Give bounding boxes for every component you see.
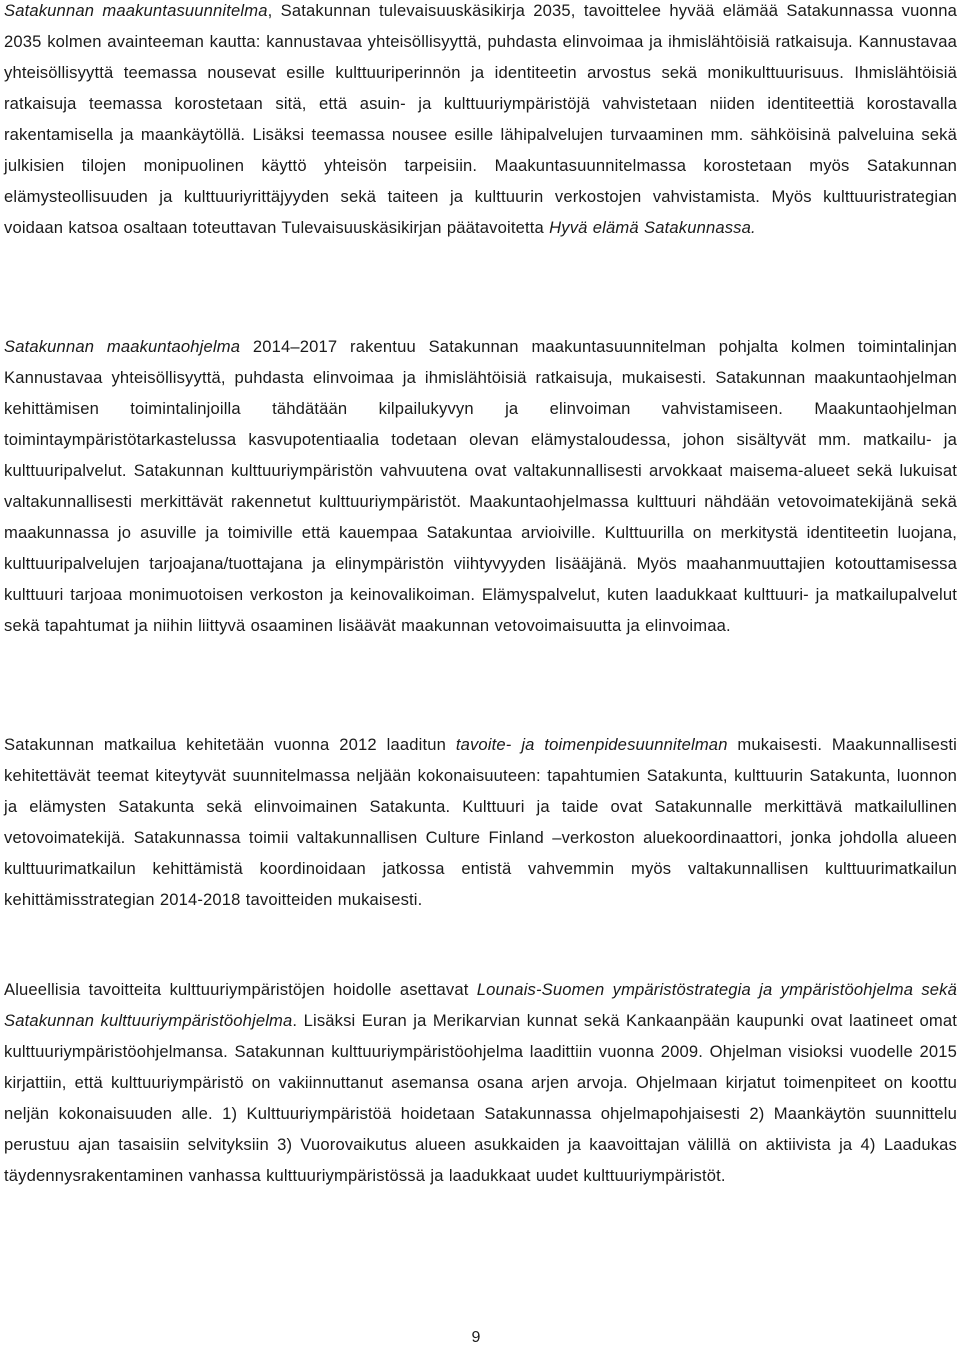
page-number: 9 <box>471 1329 481 1346</box>
text-run: 2014–2017 rakentuu Satakunnan maakuntasuunnitelman pohjalta kolmen toimintalinjan Kannustavaa yhteisöllisyyttä, puhdasta elinvoimaa ja ihmislähtöisiä ratkaisuja, mukaisesti. Satakunnan maakuntaohjelman kehittämisen toimintalinjoilla tähdätään kilpailukyvyn ja elinvoiman vahvistamiseen. Maakuntaohjelman toimintaympäristötarkastelussa kasvupotentiaalia todetaan olevan elämystaloudessa, johon sisältyvät mm. matkailu- ja kulttuuripalvelut. Satakunnan kulttuuriympäristön vahvuutena ovat valtakunnallisesti arvokkaat maisema-alueet sekä lukuisat valtakunnallisesti merkittävät rakennetut kulttuuriympäristöt. Maakuntaohjelmassa kulttuuri nähdään vetovoimatekijänä sekä maakunnassa jo asuville ja toimiville että kauempaa Satakuntaa arvioiville. Kulttuurilla on merkitystä identiteetin luojana, kulttuuripalvelujen tarjoajana/tuottajana ja elinympäristön viihtyvyyden lisääjänä. Myös maahanmuuttajien kotouttamisessa kulttuuri tarjoaa monimuotoisen verkoston ja keinovalikoiman. Elämyspalvelut, kuten laadukkaat kulttuuri- ja matkailupalvelut sekä tapahtumat ja niihin liittyvä osaaminen lisäävät maakunnan vetovoimaisuutta ja elinvoimaa. <box>4 337 958 635</box>
paragraph-maakuntasuunnitelma <box>4 0 957 243</box>
paragraph-matkailu <box>4 729 957 915</box>
text-run: , Satakunnan tulevaisuuskäsikirja 2035, tavoittelee hyvää elämää Satakunnassa vuonna 2035 kolmen avainteeman kautta: kannustavaa yhteisöllisyyttä, puhdasta elinvoimaa ja ihmislähtöisiä ratkaisuja. Kannustavaa yhteisöllisyyttä teemassa nousevat esille kulttuuriperinnön ja identiteetin arvostus sekä monikulttuurisuus. Ihmislähtöisiä ratkaisuja teemassa korostetaan sitä, että asuin- ja kulttuuriympäristöjä vahvistetaan niiden identiteettiä korostavalla rakentamisella ja maankäytöllä. Lisäksi teemassa nousee esille lähipalvelujen turvaaminen mm. sähköisinä palveluina sekä julkisien tilojen monipuolinen käyttö yhteisön tarpeisiin. Maakuntasuunnitelmassa korostetaan myös Satakunnan elämysteollisuuden ja kulttuuriyrittäjyyden sekä taiteen ja kulttuurin verkostojen vahvistamista. Myös kulttuuristrategian voidaan katsoa osaltaan toteuttavan Tulevaisuuskäsikirjan päätavoitetta <box>4 1 957 237</box>
text-run: Satakunnan maakuntasuunnitelma <box>4 1 268 20</box>
text-run: mukaisesti. Maakunnallisesti kehitettävät teemat kiteytyvät suunnitelmassa neljään kokonaisuuteen: tapahtumien Satakunta, kulttuurin Satakunta, luonnon ja elämysten Satakunta sekä elinvoimainen Satakunta. Kulttuuri ja taide ovat Satakunnalle merkittävä matkailullinen vetovoimatekijä. Satakunnassa toimii valtakunnallisen Culture Finland –verkoston aluekoordinaattori, jonka johdolla alueen kulttuurimatkailun kehittämistä koordinoidaan jatkossa entistä vahvemmin myös valtakunnallisen kulttuurimatkailun kehittämisstrategian 2014-2018 tavoitteiden mukaisesti. <box>4 735 958 909</box>
document-page <box>4 0 957 1352</box>
text-run: . Lisäksi Euran ja Merikarvian kunnat sekä Kankaanpään kaupunki ovat laatineet omat kulttuuriympäristöohjelmansa. Satakunnan kulttuuriympäristöohjelma laadittiin vuonna 2009. Ohjelman visioksi vuodelle 2015 kirjattiin, että kulttuuriympäristö on vakiinnuttanut asemansa osana arjen arvoja. Ohjelmaan kirjatut toimenpiteet on koottu neljän kokonaisuuden alle. 1) Kulttuuriympäristöä hoidetaan Satakunnassa ohjelmapohjaisesti 2) Maankäytön suunnittelu perustuu ajan tasaisiin selvityksiin 3) Vuorovaikutus alueen asukkaiden ja kaavoittajan välillä on aktiivista ja 4) Laadukas täydennysrakentaminen vanhassa kulttuuriympäristössä ja laadukkaat uudet kulttuuriympäristöt. <box>4 1011 957 1185</box>
text-run: Satakunnan maakuntaohjelma <box>4 337 241 356</box>
text-run: Hyvä elämä Satakunnassa. <box>549 218 756 237</box>
text-run: tavoite- ja toimenpidesuunnitelman <box>455 735 728 754</box>
text-run: Satakunnan matkailua kehitetään vuonna 2012 laaditun <box>4 735 456 754</box>
paragraph-kulttuuriymparisto <box>4 974 957 1191</box>
text-run: Lounais-Suomen ympäristöstrategia ja ympäristöohjelma sekä Satakunnan kulttuuriympäristöohjelma <box>4 980 957 1030</box>
text-run: Alueellisia tavoitteita kulttuuriympäristöjen hoidolle asettavat <box>4 980 477 999</box>
paragraph-maakuntaohjelma <box>4 331 957 641</box>
